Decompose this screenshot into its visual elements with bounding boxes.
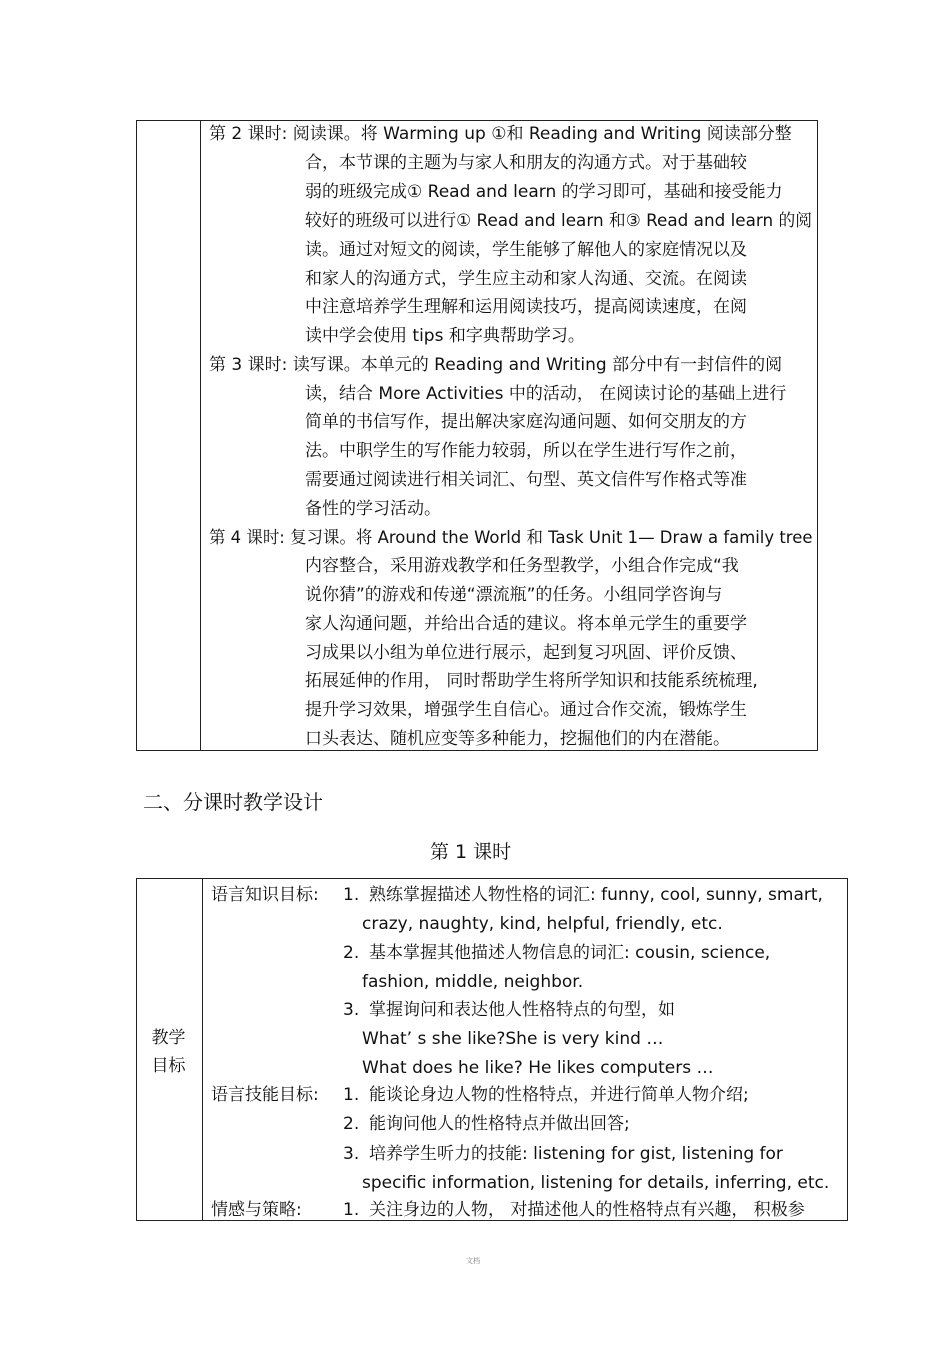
table2-col-divider: [202, 878, 203, 1221]
item-number: 1.: [343, 1200, 360, 1220]
lesson-3-line-3: 简单的书信写作，提出解决家庭沟通问题、如何交朋友的方: [305, 412, 747, 432]
objective-text: 掌握询问和表达他人性格特点的句型，如: [369, 1000, 675, 1020]
lesson-title: 第 1 课时: [430, 841, 512, 863]
row-header-line-1: 教学: [151, 1028, 186, 1048]
lesson-2-line-2: 合，本节课的主题为与家人和朋友的沟通方式。对于基础较: [305, 153, 747, 173]
lesson-2-line-3: 弱的班级完成① Read and learn 的学习即可，基础和接受能力: [305, 182, 783, 202]
objective-continuation: What’ s she like?She is very kind …: [362, 1029, 664, 1049]
lesson-4-line-4: 家人沟通问题，并给出合适的建议。将本单元学生的重要学: [305, 614, 747, 634]
lesson-4-line-3: 说你猜”的游戏和传递“漂流瓶”的任务。小组同学咨询与: [305, 585, 723, 605]
table2-right-border: [847, 878, 848, 1221]
objective-continuation: specific information, listening for details, inferring, etc.: [362, 1173, 830, 1193]
group-label-skills: 语言技能目标:: [211, 1085, 319, 1105]
lesson-2-line-5: 读。通过对短文的阅读，学生能够了解他人的家庭情况以及: [305, 240, 747, 260]
page-footer: 文档: [466, 1257, 480, 1265]
table1-left-border: [136, 120, 137, 751]
lesson-2-line-6: 和家人的沟通方式，学生应主动和家人沟通、交流。在阅读: [305, 269, 747, 289]
table1-bottom-border: [136, 750, 818, 751]
item-number: 1.: [343, 1085, 360, 1105]
lesson-4-line-2: 内容整合，采用游戏教学和任务型教学，小组合作完成“我: [305, 556, 739, 576]
item-number: 2.: [343, 943, 360, 963]
table2-top-border: [136, 878, 848, 879]
objective-text: 能谈论身边人物的性格特点，并进行简单人物介绍;: [369, 1085, 749, 1105]
lesson-4-line-5: 习成果以小组为单位进行展示，起到复习巩固、评价反馈、: [305, 643, 747, 663]
lesson-2-line-4: 较好的班级可以进行① Read and learn 和③ Read and learn 的阅: [305, 211, 813, 231]
lesson-3-line-1: 第 3 课时: 读写课。本单元的 Reading and Writing 部分中有一封信件的阅: [209, 355, 783, 375]
objective-text: 熟练掌握描述人物性格的词汇: funny, cool, sunny, smart,: [369, 885, 823, 905]
objective-continuation: fashion, middle, neighbor.: [362, 972, 584, 992]
table1-right-border: [817, 120, 818, 751]
objective-text: 培养学生听力的技能: listening for gist, listening for: [369, 1144, 783, 1164]
objective-text: 能询问他人的性格特点并做出回答;: [369, 1114, 630, 1134]
objective-continuation: crazy, naughty, kind, helpful, friendly, etc.: [362, 914, 723, 934]
table1-col-divider: [200, 120, 201, 751]
lesson-4-line-7: 提升学习效果，增强学生自信心。通过合作交流，锻炼学生: [305, 700, 747, 720]
lesson-2-line-8: 读中学会使用 tips 和字典帮助学习。: [305, 326, 585, 346]
objective-continuation: What does he like? He likes computers …: [362, 1058, 714, 1078]
group-label-knowledge: 语言知识目标:: [211, 885, 319, 905]
item-number: 2.: [343, 1114, 360, 1134]
item-number: 3.: [343, 1000, 360, 1020]
table1-top-border: [136, 120, 818, 121]
lesson-4-line-8: 口头表达、随机应变等多种能力，挖掘他们的内在潜能。: [305, 729, 730, 749]
lesson-3-line-6: 备性的学习活动。: [305, 499, 441, 519]
lesson-3-line-5: 需要通过阅读进行相关词汇、句型、英文信件写作格式等准: [305, 470, 747, 490]
objective-text: 关注身边的人物， 对描述他人的性格特点有兴趣， 积极参: [369, 1200, 805, 1220]
lesson-3-line-4: 法。中职学生的写作能力较弱，所以在学生进行写作之前，: [305, 441, 747, 461]
objective-text: 基本掌握其他描述人物信息的词汇: cousin, science,: [369, 943, 771, 963]
lesson-2-line-7: 中注意培养学生理解和运用阅读技巧，提高阅读速度，在阅: [305, 297, 747, 317]
section-heading: 二、分课时教学设计: [143, 790, 323, 814]
lesson-4-line-1: 第 4 课时: 复习课。将 Around the World 和 Task Unit 1— Draw a family tree: [209, 528, 813, 548]
item-number: 1.: [343, 885, 360, 905]
item-number: 3.: [343, 1144, 360, 1164]
lesson-3-line-2: 读，结合 More Activities 中的活动， 在阅读讨论的基础上进行: [305, 384, 787, 404]
row-header-line-2: 目标: [151, 1056, 186, 1076]
lesson-4-line-6: 拓展延伸的作用， 同时帮助学生将所学知识和技能系统梳理,: [305, 671, 758, 691]
lesson-2-line-1: 第 2 课时: 阅读课。将 Warming up ①和 Reading and Writing 阅读部分整: [209, 124, 792, 144]
group-label-affect: 情感与策略:: [211, 1200, 302, 1220]
